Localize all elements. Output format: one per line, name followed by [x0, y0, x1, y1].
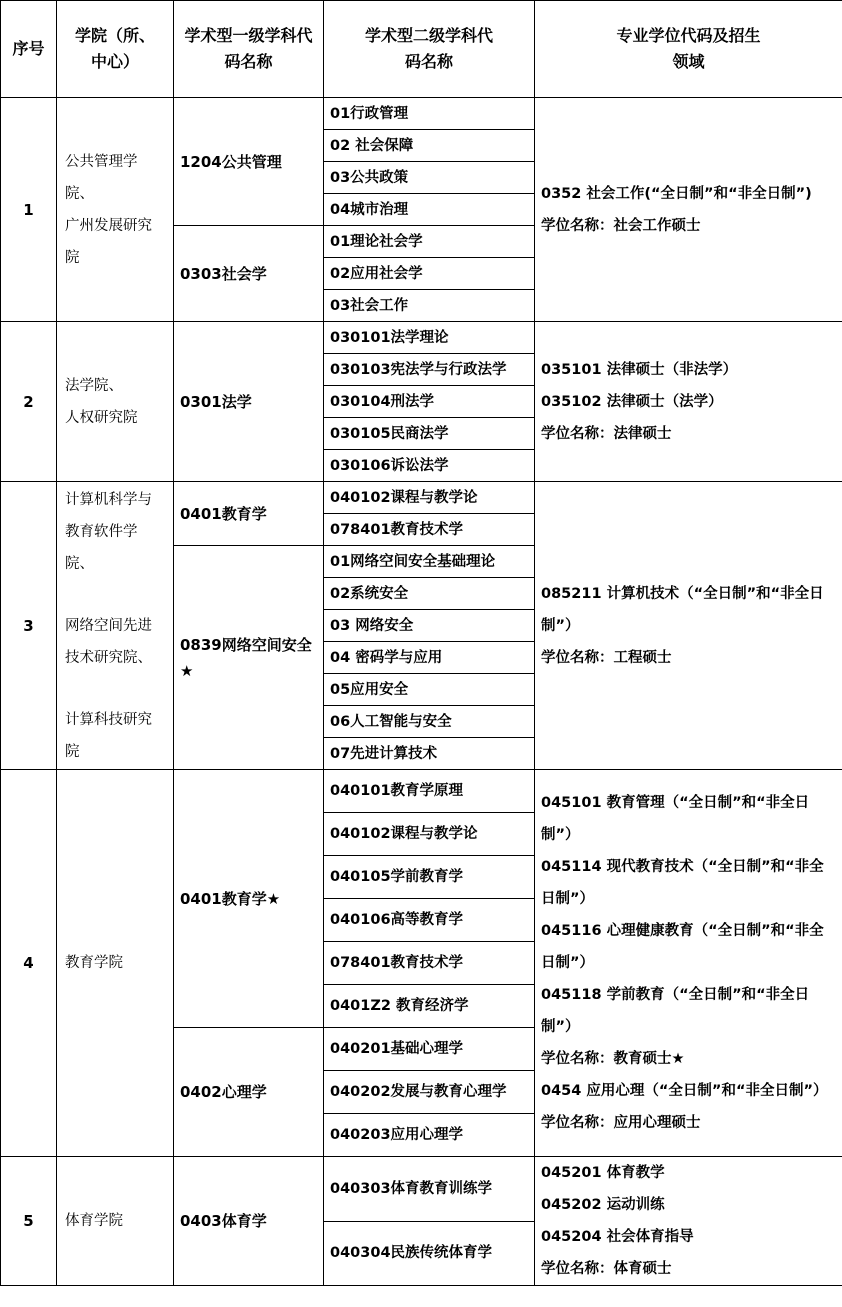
header-college: 学院（所、中心）	[57, 1, 174, 98]
table-row	[1, 322, 842, 354]
college-line: 人权研究院	[65, 409, 138, 426]
college-line: 教育学院	[65, 955, 123, 971]
second-discipline: 06人工智能与安全	[324, 706, 535, 738]
degree-line: 035102 法律硕士（法学）	[541, 393, 723, 410]
degree-line: 学位名称：教育硕士★	[541, 1051, 685, 1067]
college-line: 计算科技研究院	[65, 711, 152, 760]
degree-line: 学位名称：法律硕士	[541, 425, 672, 442]
second-discipline: 01理论社会学	[324, 226, 535, 258]
degree-line: 学位名称：应用心理硕士	[541, 1115, 701, 1131]
second-discipline: 040106高等教育学	[324, 899, 535, 942]
second-discipline: 05应用安全	[324, 674, 535, 706]
college-line: 网络空间先进技术研究院、	[65, 617, 152, 666]
header-second-discipline: 学术型二级学科代码名称	[324, 1, 535, 98]
row-number: 2	[1, 322, 57, 482]
degree-line: 045201 体育教学	[541, 1165, 665, 1181]
table-row	[1, 482, 842, 514]
college-cell	[57, 770, 174, 1157]
second-discipline: 03社会工作	[324, 290, 535, 322]
row-number: 5	[1, 1157, 57, 1286]
degree-cell	[535, 1157, 842, 1286]
second-discipline: 040303体育教育训练学	[324, 1157, 535, 1222]
degree-line: 035101 法律硕士（非法学）	[541, 361, 738, 378]
second-discipline: 030104刑法学	[324, 386, 535, 418]
second-discipline: 02系统安全	[324, 578, 535, 610]
table-row	[1, 770, 842, 813]
degree-line: 0454 应用心理（“全日制”和“非全日制”）	[541, 1083, 828, 1099]
header-first-discipline: 学术型一级学科代码名称	[174, 1, 324, 98]
degree-cell	[535, 322, 842, 482]
second-discipline: 030105民商法学	[324, 418, 535, 450]
row-number: 1	[1, 98, 57, 322]
row-number: 4	[1, 770, 57, 1157]
second-discipline: 040202发展与教育心理学	[324, 1071, 535, 1114]
college-line: 体育学院	[65, 1213, 123, 1229]
header-row	[1, 1, 842, 98]
second-discipline: 0401Z2 教育经济学	[324, 985, 535, 1028]
first-discipline: 1204公共管理	[174, 98, 324, 226]
degree-cell	[535, 770, 842, 1157]
second-discipline: 078401教育技术学	[324, 942, 535, 985]
header-num: 序号	[1, 1, 57, 98]
row-number: 3	[1, 482, 57, 770]
table-row	[1, 1157, 842, 1222]
degree-line: 045114 现代教育技术（“全日制”和“非全日制”）	[541, 859, 824, 907]
second-discipline: 01网络空间安全基础理论	[324, 546, 535, 578]
degree-line: 045101 教育管理（“全日制”和“非全日制”）	[541, 795, 810, 843]
second-discipline: 030103宪法学与行政法学	[324, 354, 535, 386]
degree-line: 085211 计算机技术（“全日制”和“非全日制”）	[541, 585, 824, 634]
second-discipline: 02应用社会学	[324, 258, 535, 290]
second-discipline: 030106诉讼法学	[324, 450, 535, 482]
second-discipline: 040201基础心理学	[324, 1028, 535, 1071]
college-line-spacer	[65, 674, 165, 704]
first-discipline: 0301法学	[174, 322, 324, 482]
college-line-spacer	[65, 580, 165, 610]
second-discipline: 01行政管理	[324, 98, 535, 130]
first-discipline: 0401教育学	[174, 482, 324, 546]
college-cell	[57, 98, 174, 322]
first-discipline: 0401教育学★	[174, 770, 324, 1028]
degree-cell	[535, 482, 842, 770]
second-discipline: 07先进计算技术	[324, 738, 535, 770]
second-discipline: 04城市治理	[324, 194, 535, 226]
degree-line: 045116 心理健康教育（“全日制”和“非全日制”）	[541, 923, 824, 971]
college-line: 计算机科学与教育软件学院、	[65, 491, 152, 572]
degree-line: 学位名称：工程硕士	[541, 649, 672, 666]
second-discipline: 02 社会保障	[324, 130, 535, 162]
degree-cell	[535, 98, 842, 322]
degree-line: 045118 学前教育（“全日制”和“非全日制”）	[541, 987, 810, 1035]
college-cell	[57, 1157, 174, 1286]
first-discipline: 0403体育学	[174, 1157, 324, 1286]
degree-line: 045202 运动训练	[541, 1197, 665, 1213]
college-cell	[57, 322, 174, 482]
college-line: 公共管理学院、	[65, 153, 138, 202]
second-discipline: 040105学前教育学	[324, 856, 535, 899]
college-line: 法学院、	[65, 377, 123, 394]
header-professional-degree: 专业学位代码及招生领域	[535, 1, 842, 98]
second-discipline: 040203应用心理学	[324, 1114, 535, 1157]
second-discipline: 03公共政策	[324, 162, 535, 194]
first-discipline: 0303社会学	[174, 226, 324, 322]
college-line: 广州发展研究院	[65, 217, 152, 266]
first-discipline: 0402心理学	[174, 1028, 324, 1157]
degree-line: 学位名称：社会工作硕士	[541, 217, 701, 234]
second-discipline: 040102课程与教学论	[324, 813, 535, 856]
degree-line: 045204 社会体育指导	[541, 1229, 694, 1245]
table-row	[1, 98, 842, 130]
college-cell	[57, 482, 174, 770]
first-discipline: 0839网络空间安全★	[174, 546, 324, 770]
second-discipline: 040304民族传统体育学	[324, 1221, 535, 1286]
second-discipline: 030101法学理论	[324, 322, 535, 354]
second-discipline: 04 密码学与应用	[324, 642, 535, 674]
second-discipline: 040101教育学原理	[324, 770, 535, 813]
second-discipline: 03 网络安全	[324, 610, 535, 642]
second-discipline: 078401教育技术学	[324, 514, 535, 546]
second-discipline: 040102课程与教学论	[324, 482, 535, 514]
degree-line: 0352 社会工作(“全日制”和“非全日制”)	[541, 185, 812, 202]
degree-line: 学位名称：体育硕士	[541, 1261, 672, 1277]
